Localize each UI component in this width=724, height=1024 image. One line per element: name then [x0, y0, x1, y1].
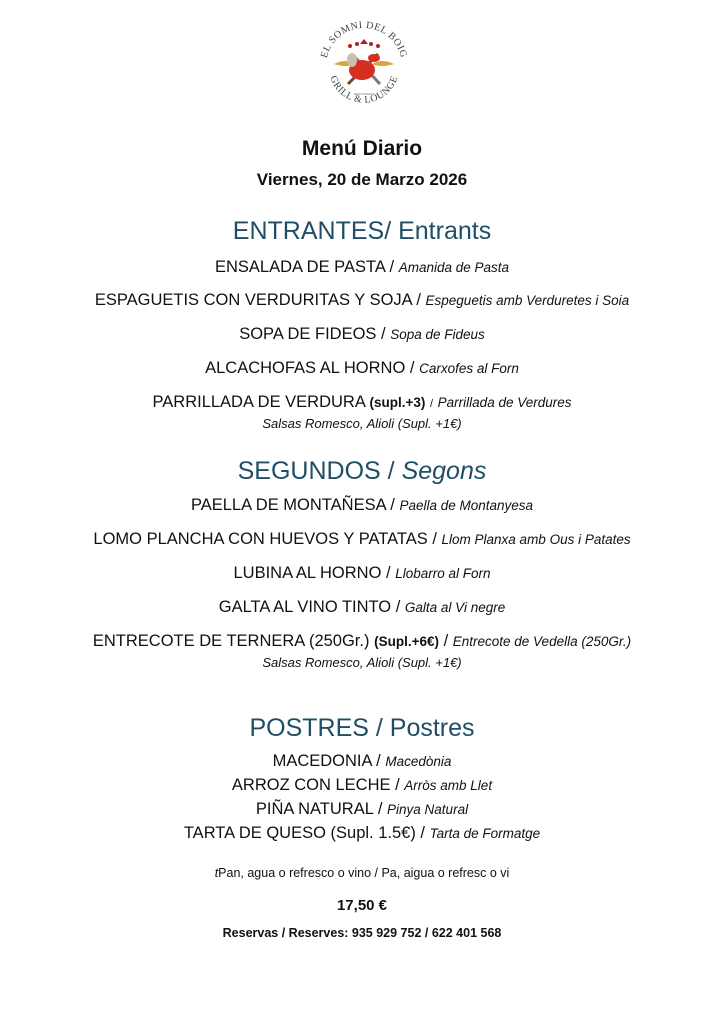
menu-price: 17,50 €	[336, 897, 388, 914]
item-name-ca: Amanida de Pasta	[398, 260, 510, 275]
item-name-es: PIÑA NATURAL /	[255, 800, 383, 818]
drinks-text: Pan, agua o refresco o vino / Pa, aigua o refresc o vi	[218, 866, 510, 880]
item-name-es: ARROZ CON LECHE /	[231, 776, 400, 794]
included-drinks	[0, 866, 724, 880]
menu-item	[0, 258, 724, 277]
item-separator: /	[443, 632, 449, 650]
item-supplement: (Supl.+6€)	[374, 634, 439, 649]
item-name-es: TARTA DE QUESO (Supl. 1.5€) /	[183, 824, 425, 842]
item-name-ca: Sopa de Fideus	[390, 327, 485, 342]
item-name-ca: Llobarro al Forn	[395, 566, 491, 581]
menu-item	[0, 632, 724, 651]
sauces-note: Salsas Romesco, Alioli (Supl. +1€)	[262, 655, 462, 670]
menu-item	[0, 598, 724, 617]
item-name-ca: Pinya Natural	[387, 802, 469, 817]
item-name-es: GALTA AL VINO TINTO /	[218, 598, 401, 616]
item-name-es: MACEDONIA /	[272, 752, 381, 770]
item-name-ca: Galta al Vi negre	[404, 600, 506, 615]
item-name-es: LOMO PLANCHA CON HUEVOS Y PATATAS /	[93, 530, 437, 548]
item-name-ca: Llom Planxa amb Ous i Patates	[441, 532, 631, 547]
menu-item	[0, 496, 724, 515]
item-name-ca: Espeguetis amb Verduretes i Soia	[425, 293, 630, 308]
item-name-es: ESPAGUETIS CON VERDURITAS Y SOJA /	[94, 291, 421, 309]
menu-item	[0, 752, 724, 771]
heading-ca: Segons	[401, 457, 487, 485]
section-heading-postres: POSTRES / Postres	[249, 714, 475, 742]
item-name-ca: Arròs amb Llet	[404, 778, 493, 793]
item-supplement: (supl.+3)	[369, 395, 426, 410]
drinks-prefix: t	[214, 866, 219, 880]
item-name-es: SOPA DE FIDEOS /	[239, 325, 386, 343]
sauces-note: Salsas Romesco, Alioli (Supl. +1€)	[262, 416, 462, 431]
logo-small-text: RESTAURANT	[353, 92, 375, 96]
item-name-ca: Tarta de Formatge	[429, 826, 541, 841]
item-name-ca: Entrecote de Vedella (250Gr.)	[452, 634, 632, 649]
item-name-es: ENSALADA DE PASTA /	[214, 258, 395, 276]
section-heading-segundos	[0, 457, 724, 486]
page-title: Menú Diario	[301, 137, 423, 160]
item-separator: /	[430, 398, 434, 410]
logo-stars-icon	[348, 39, 380, 48]
restaurant-logo	[312, 14, 416, 118]
item-name-ca: Paella de Montanyesa	[399, 498, 534, 513]
logo-bottom-text: GRILL & LOUNGE	[327, 74, 401, 106]
item-name-es: ENTRECOTE DE TERNERA (250Gr.)	[92, 632, 370, 650]
menu-item	[0, 824, 724, 843]
section-heading-entrantes: ENTRANTES/ Entrants	[232, 217, 492, 245]
menu-item	[0, 776, 724, 795]
menu-item	[0, 800, 724, 819]
item-name-es: PAELLA DE MONTAÑESA /	[190, 496, 395, 514]
item-name-es: PARRILLADA DE VERDURA	[152, 393, 365, 411]
menu-item	[0, 393, 724, 412]
logo-lobster-icon	[347, 53, 380, 84]
item-name-es: LUBINA AL HORNO /	[233, 564, 391, 582]
menu-item	[0, 530, 724, 549]
menu-item	[0, 291, 724, 310]
item-name-es: ALCACHOFAS AL HORNO /	[205, 359, 415, 377]
item-name-ca: Parrillada de Verdures	[437, 395, 572, 410]
item-name-ca: Macedònia	[385, 754, 452, 769]
reservation-phones: Reservas / Reserves: 935 929 752 / 622 401 568	[222, 926, 502, 940]
logo-top-text: EL SOMNI DEL BOIG	[318, 19, 410, 60]
heading-es: SEGUNDOS /	[237, 457, 395, 485]
item-name-ca: Carxofes al Forn	[419, 361, 519, 376]
menu-item	[0, 359, 724, 378]
menu-item	[0, 564, 724, 583]
menu-item	[0, 325, 724, 344]
menu-date: Viernes, 20 de Marzo 2026	[256, 170, 468, 189]
